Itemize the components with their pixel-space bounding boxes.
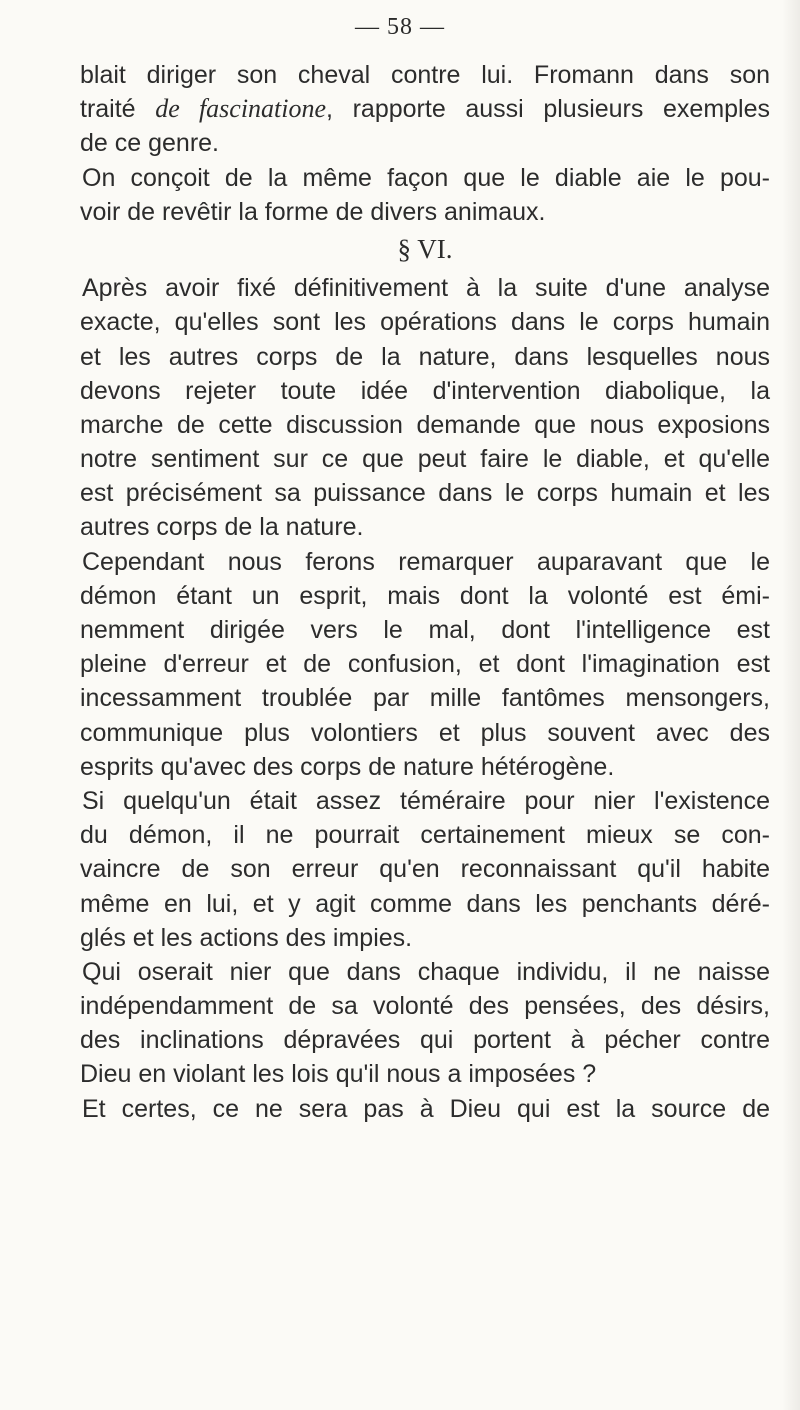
text-line: communique plus volontiers et plus souvent avec des [80, 718, 770, 747]
text-line: devons rejeter toute idée d'intervention diabolique, la [80, 376, 770, 405]
text-line: et les autres corps de la nature, dans lesquelles nous [80, 342, 770, 371]
text-line: esprits qu'avec des corps de nature hétérogène. [80, 752, 615, 781]
text-line: Dieu en violant les lois qu'il nous a imposées ? [80, 1060, 597, 1089]
text-line: du démon, il ne pourrait certainement mieux se con- [80, 821, 770, 850]
text-line: indépendamment de sa volonté des pensées, des désirs, [80, 992, 770, 1021]
text-line: Après avoir fixé définitivement à la suite d'une analyse [82, 274, 770, 303]
text-segment: traité [80, 95, 156, 124]
text-line: incessamment troublée par mille fantômes mensongers, [80, 684, 770, 713]
text-line: Cependant nous ferons remarquer auparavant que le [82, 547, 770, 576]
text-line: démon étant un esprit, mais dont la volonté est émi- [80, 581, 770, 610]
text-line: pleine d'erreur et de confusion, et dont l'imagination est [80, 650, 770, 679]
text-line: vaincre de son erreur qu'en reconnaissant qu'il habite [80, 855, 770, 884]
text-line: Si quelqu'un était assez téméraire pour nier l'existence [82, 786, 770, 815]
text-line: de ce genre. [80, 129, 219, 158]
text-line: glés et les actions des impies. [80, 923, 413, 952]
section-heading: § VI. [397, 233, 453, 264]
text-line: est précisément sa puissance dans le corps humain et les [80, 479, 770, 508]
text-line: autres corps de la nature. [80, 513, 364, 542]
text-line: nemment dirigée vers le mal, dont l'intelligence est [80, 616, 770, 644]
text-segment: , rapporte aussi plusieurs exemples [326, 95, 770, 124]
text-line: voir de revêtir la forme de divers animaux. [80, 197, 546, 226]
page-number-header: — 58 — [355, 14, 445, 40]
page-edge-shadow [782, 0, 800, 1410]
text-line: Et certes, ce ne sera pas à Dieu qui est la source de [82, 1094, 770, 1123]
body-text [80, 58, 770, 1126]
text-line: même en lui, et y agit comme dans les penchants déré- [80, 889, 770, 918]
italic-title: de fascinatione [155, 94, 327, 124]
text-line: exacte, qu'elles sont les opérations dans le corps humain [80, 308, 770, 337]
text-line: des inclinations dépravées qui portent à pécher contre [80, 1026, 770, 1055]
text-line: marche de cette discussion demande que nous exposions [80, 410, 770, 439]
text-line: notre sentiment sur ce que peut faire le diable, et qu'elle [80, 445, 770, 474]
text-line: On conçoit de la même façon que le diable aie le pou- [82, 163, 770, 192]
text-line [80, 92, 770, 126]
text-line: blait diriger son cheval contre lui. Fromann dans son [80, 61, 770, 89]
text-line: Qui oserait nier que dans chaque individu, il ne naisse [82, 957, 770, 986]
